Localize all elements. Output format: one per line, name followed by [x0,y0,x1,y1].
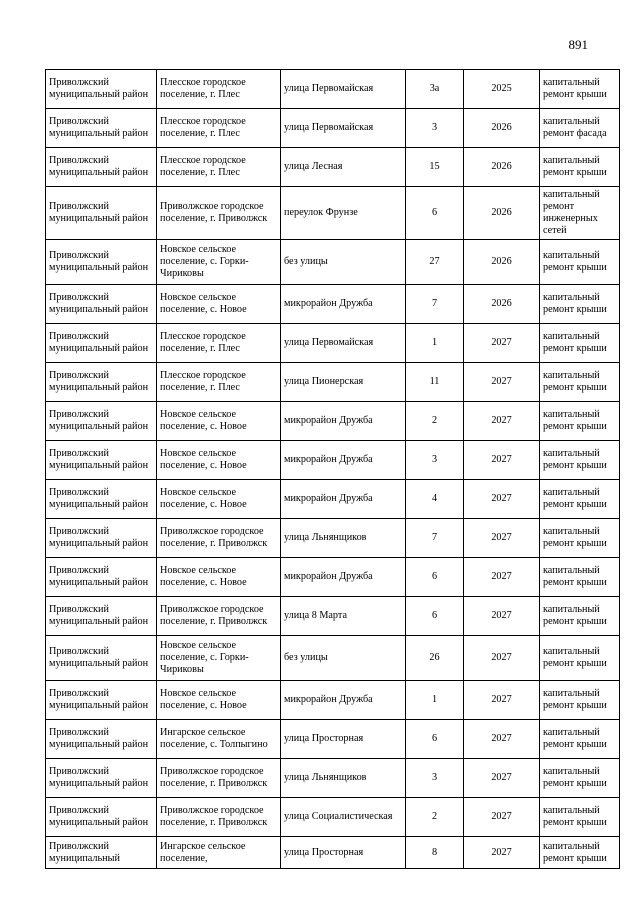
street-cell: улица Льнянщиков [281,759,406,798]
house-number-cell: 3а [406,70,464,109]
table-row [46,402,620,441]
settlement-cell: Новское сельское поселение, с. Горки-Чириковы [157,240,281,285]
settlement-cell: Плесское городское поселение, г. Плес [157,70,281,109]
street-cell: улица Социалистическая [281,798,406,837]
settlement-cell: Плесское городское поселение, г. Плес [157,324,281,363]
work-type-cell: капитальный ремонт крыши [540,363,620,402]
settlement-cell: Новское сельское поселение, с. Новое [157,681,281,720]
house-number-cell: 6 [406,187,464,240]
settlement-cell: Ингарское сельское поселение, с. Толпыгино [157,720,281,759]
year-cell: 2027 [464,558,540,597]
district-cell: Приволжский муниципальный район [46,441,157,480]
district-cell: Приволжский муниципальный район [46,70,157,109]
house-number-cell: 26 [406,636,464,681]
street-cell: улица Первомайская [281,324,406,363]
district-cell: Приволжский муниципальный район [46,558,157,597]
year-cell: 2027 [464,363,540,402]
house-number-cell: 7 [406,519,464,558]
district-cell: Приволжский муниципальный район [46,109,157,148]
settlement-cell: Приволжское городское поселение, г. Приволжск [157,597,281,636]
table-row [46,70,620,109]
house-number-cell: 2 [406,402,464,441]
district-cell: Приволжский муниципальный район [46,363,157,402]
work-type-cell: капитальный ремонт крыши [540,519,620,558]
year-cell: 2026 [464,187,540,240]
house-number-cell: 3 [406,109,464,148]
year-cell: 2026 [464,240,540,285]
work-type-cell: капитальный ремонт крыши [540,148,620,187]
year-cell: 2027 [464,759,540,798]
table-row [46,324,620,363]
year-cell: 2025 [464,70,540,109]
settlement-cell: Новское сельское поселение, с. Новое [157,558,281,597]
table-row [46,519,620,558]
district-cell: Приволжский муниципальный район [46,636,157,681]
district-cell: Приволжский муниципальный район [46,798,157,837]
street-cell: микрорайон Дружба [281,402,406,441]
year-cell: 2027 [464,720,540,759]
district-cell: Приволжский муниципальный район [46,187,157,240]
table-row [46,798,620,837]
work-type-cell: капитальный ремонт крыши [540,636,620,681]
table-row [46,441,620,480]
street-cell: улица Пионерская [281,363,406,402]
work-type-cell: капитальный ремонт крыши [540,558,620,597]
house-number-cell: 11 [406,363,464,402]
work-type-cell: капитальный ремонт крыши [540,480,620,519]
work-type-cell: капитальный ремонт крыши [540,324,620,363]
settlement-cell: Новское сельское поселение, с. Новое [157,441,281,480]
settlement-cell: Приволжское городское поселение, г. Приволжск [157,759,281,798]
district-cell: Приволжский муниципальный район [46,597,157,636]
street-cell: улица Лесная [281,148,406,187]
street-cell: улица Первомайская [281,109,406,148]
street-cell: улица Просторная [281,837,406,869]
street-cell: микрорайон Дружба [281,285,406,324]
work-type-cell: капитальный ремонт инженерных сетей [540,187,620,240]
table-row [46,240,620,285]
settlement-cell: Новское сельское поселение, с. Новое [157,402,281,441]
table-row [46,720,620,759]
year-cell: 2027 [464,636,540,681]
settlement-cell: Приволжское городское поселение, г. Приволжск [157,798,281,837]
street-cell: микрорайон Дружба [281,558,406,597]
house-number-cell: 6 [406,558,464,597]
street-cell: микрорайон Дружба [281,441,406,480]
table-row [46,148,620,187]
year-cell: 2027 [464,402,540,441]
year-cell: 2027 [464,798,540,837]
year-cell: 2027 [464,597,540,636]
year-cell: 2027 [464,519,540,558]
settlement-cell: Ингарское сельское поселение, [157,837,281,869]
district-cell: Приволжский муниципальный район [46,519,157,558]
street-cell: улица Первомайская [281,70,406,109]
year-cell: 2026 [464,148,540,187]
district-cell: Приволжский муниципальный район [46,285,157,324]
district-cell: Приволжский муниципальный район [46,240,157,285]
house-number-cell: 1 [406,681,464,720]
table-row [46,480,620,519]
house-number-cell: 27 [406,240,464,285]
house-number-cell: 7 [406,285,464,324]
street-cell: переулок Фрунзе [281,187,406,240]
table-row [46,187,620,240]
table-row [46,558,620,597]
table-row [46,636,620,681]
page-number: 891 [568,37,588,52]
year-cell: 2027 [464,324,540,363]
district-cell: Приволжский муниципальный район [46,720,157,759]
house-number-cell: 3 [406,759,464,798]
district-cell: Приволжский муниципальный район [46,759,157,798]
house-number-cell: 15 [406,148,464,187]
work-type-cell: капитальный ремонт крыши [540,681,620,720]
work-type-cell: капитальный ремонт крыши [540,759,620,798]
work-type-cell: капитальный ремонт крыши [540,798,620,837]
table-row [46,597,620,636]
settlement-cell: Новское сельское поселение, с. Новое [157,285,281,324]
settlement-cell: Плесское городское поселение, г. Плес [157,363,281,402]
house-number-cell: 8 [406,837,464,869]
table-row [46,681,620,720]
work-type-cell: капитальный ремонт крыши [540,720,620,759]
year-cell: 2027 [464,681,540,720]
table-row [46,759,620,798]
district-cell: Приволжский муниципальный район [46,480,157,519]
house-number-cell: 2 [406,798,464,837]
settlement-cell: Плесское городское поселение, г. Плес [157,148,281,187]
work-type-cell: капитальный ремонт крыши [540,597,620,636]
street-cell: без улицы [281,636,406,681]
house-number-cell: 6 [406,720,464,759]
work-type-cell: капитальный ремонт крыши [540,837,620,869]
year-cell: 2026 [464,109,540,148]
year-cell: 2027 [464,837,540,869]
table-row [46,285,620,324]
work-type-cell: капитальный ремонт крыши [540,402,620,441]
work-type-cell: капитальный ремонт крыши [540,70,620,109]
street-cell: без улицы [281,240,406,285]
street-cell: микрорайон Дружба [281,681,406,720]
street-cell: улица Льнянщиков [281,519,406,558]
district-cell: Приволжский муниципальный район [46,402,157,441]
year-cell: 2026 [464,285,540,324]
street-cell: микрорайон Дружба [281,480,406,519]
work-type-cell: капитальный ремонт крыши [540,441,620,480]
year-cell: 2027 [464,441,540,480]
year-cell: 2027 [464,480,540,519]
settlement-cell: Плесское городское поселение, г. Плес [157,109,281,148]
street-cell: улица 8 Марта [281,597,406,636]
settlement-cell: Приволжское городское поселение, г. Приволжск [157,187,281,240]
table-row [46,109,620,148]
district-cell: Приволжский муниципальный [46,837,157,869]
district-cell: Приволжский муниципальный район [46,681,157,720]
settlement-cell: Новское сельское поселение, с. Горки-Чириковы [157,636,281,681]
district-cell: Приволжский муниципальный район [46,324,157,363]
table-row [46,837,620,869]
repair-schedule-table [45,69,620,869]
house-number-cell: 3 [406,441,464,480]
street-cell: улица Просторная [281,720,406,759]
house-number-cell: 1 [406,324,464,363]
settlement-cell: Новское сельское поселение, с. Новое [157,480,281,519]
district-cell: Приволжский муниципальный район [46,148,157,187]
table-row [46,363,620,402]
work-type-cell: капитальный ремонт фасада [540,109,620,148]
settlement-cell: Приволжское городское поселение, г. Приволжск [157,519,281,558]
house-number-cell: 6 [406,597,464,636]
work-type-cell: капитальный ремонт крыши [540,285,620,324]
work-type-cell: капитальный ремонт крыши [540,240,620,285]
house-number-cell: 4 [406,480,464,519]
